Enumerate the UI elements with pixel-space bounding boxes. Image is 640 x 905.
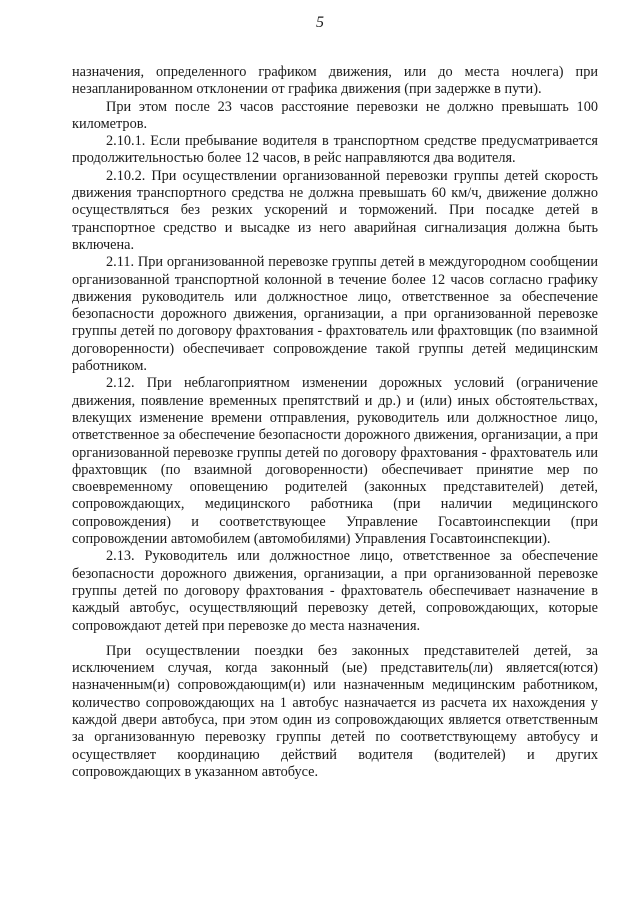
page-number: 5 [316,14,324,31]
paragraph-night-distance: При этом после 23 часов расстояние перевозки не должно превышать 100 километров. [72,98,598,132]
paragraph-2-12: 2.12. При неблагоприятном изменении дорожных условий (ограничение движения, появление временных препятствий и др.) и (или) иных обстоятельствах, влекущих изменение времени отправления, руководитель или должностное лицо, ответственное за обеспечение безопасности дорожного движения, организации, а при организованной перевозке группы детей по договору фрахтования - фрахтователь или фрахтовщик (по взаимной договоренности) обеспечивает принятие мер по своевременному оповещению родителей (законных представителей) детей, сопровождающих, медицинского работника (при наличии медицинского сопровождения) и соответствующее Управление Госавтоинспекции (при сопровождении автомобилем (автомобилями) Управления Госавтоинспекции). [72,375,598,548]
paragraph-escorts: При осуществлении поездки без законных представителей детей, за исключением случая, когда законный (ые) представитель(ли) является(ются) назначенным(и) сопровождающим(и) или назначенным медицинским работником, количество сопровождающих на 1 автобус назначается из расчета их нахождения у каждой двери автобуса, при этом один из сопровождающих является ответственным за организованную перевозку группы детей по соответствующему автобусу и осуществляет координацию действий водителя (водителей) и других сопровождающих в указанном автобусе. [72,642,598,780]
paragraph-continuation: назначения, определенного графиком движения, или до места ночлега) при незапланированном отклонении от графика движения (при задержке в пути). [72,64,598,98]
paragraph-2-13: 2.13. Руководитель или должностное лицо, ответственное за обеспечение безопасности дорожного движения, организации, а при организованной перевозке группы детей по договору фрахтования - фрахтователь обеспечивает назначение в каждый автобус, осуществляющий перевозку детей, сопровождающих, которые сопровождают детей при перевозке до места назначения. [72,548,598,634]
document-body [72,64,598,781]
paragraph-2-10-2: 2.10.2. При осуществлении организованной перевозки группы детей скорость движения транспортного средства не должна превышать 60 км/ч, движение должно осуществляться без резких ускорений и торможений. При посадке детей в транспортное средство и высадке из него аварийная сигнализация должна быть включена. [72,167,598,253]
paragraph-2-10-1: 2.10.1. Если пребывание водителя в транспортном средстве предусматривается продолжительностью более 12 часов, в рейс направляются два водителя. [72,133,598,167]
paragraph-2-11: 2.11. При организованной перевозке группы детей в междугородном сообщении организованной транспортной колонной в течение более 12 часов согласно графику движения руководитель или должностное лицо, ответственное за обеспечение безопасности дорожного движения, организации, а при организованной перевозке группы детей по договору фрахтования - фрахтователь или фрахтовщик (по взаимной договоренности) обеспечивает сопровождение такой группы детей медицинским работником. [72,254,598,375]
